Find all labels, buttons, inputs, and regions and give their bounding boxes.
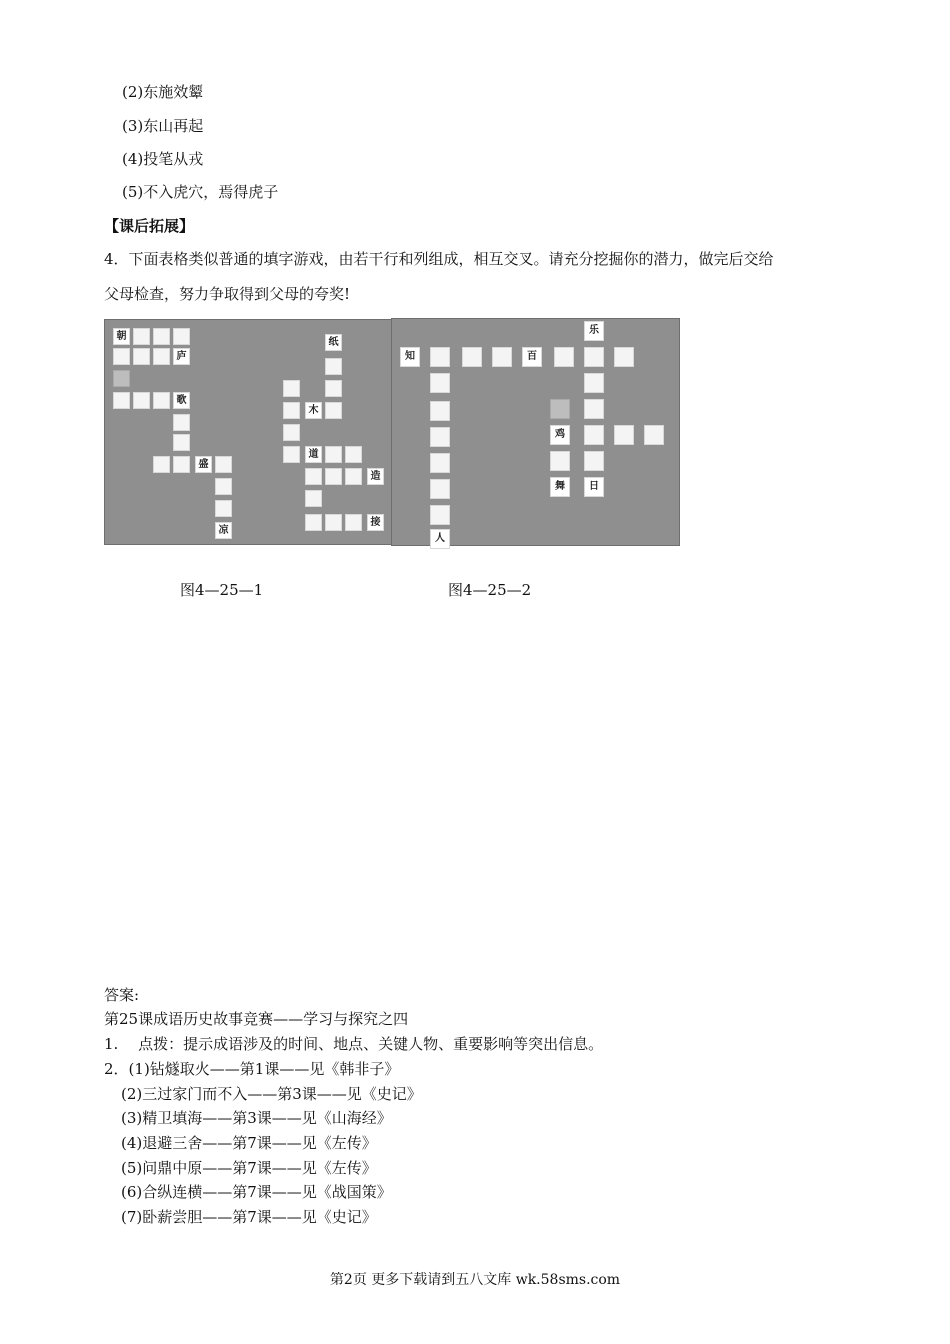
fig1-blank-cell (173, 434, 190, 451)
fig2-clue-cell: 知 (400, 347, 420, 367)
answer-item-2-5: (5)问鼎中原——第7课——见《左传》 (121, 1159, 377, 1177)
fig1-clue-cell: 造 (367, 468, 384, 485)
fig1-clue-cell: 接 (367, 514, 384, 531)
fig1-blank-cell (345, 514, 362, 531)
fig1-blank-cell (305, 514, 322, 531)
fig2-blank-cell (550, 451, 570, 471)
fig1-blank-cell (133, 328, 150, 345)
fig1-blank-cell (153, 348, 170, 365)
fig1-blank-cell (325, 402, 342, 419)
fig1-blank-cell (325, 468, 342, 485)
fig1-blank-cell (113, 370, 130, 387)
fig1-blank-cell (173, 456, 190, 473)
fig1-blank-cell (215, 456, 232, 473)
fig1-clue-cell: 歌 (173, 392, 190, 409)
fig1-blank-cell (215, 500, 232, 517)
fig2-clue-cell: 百 (522, 347, 542, 367)
fig1-clue-cell: 道 (305, 446, 322, 463)
fig1-blank-cell (153, 456, 170, 473)
item-buruhuxue: (5)不入虎穴，焉得虎子 (122, 183, 279, 201)
fig1-clue-cell: 凉 (215, 522, 232, 539)
page-footer: 第2页 更多下载请到五八文库 wk.58sms.com (329, 1272, 621, 1288)
fig1-blank-cell (133, 348, 150, 365)
fig1-blank-cell (113, 348, 130, 365)
fig1-blank-cell (283, 446, 300, 463)
fig1-blank-cell (283, 424, 300, 441)
fig2-blank-cell (430, 427, 450, 447)
fig2-blank-cell (430, 505, 450, 525)
fig2-blank-cell (644, 425, 664, 445)
fig2-blank-cell (430, 373, 450, 393)
fig1-blank-cell (283, 380, 300, 397)
answer-item-2-3: (3)精卫填海——第3课——见《山海经》 (121, 1109, 392, 1127)
fig2-blank-cell (430, 347, 450, 367)
question-4-line2: 父母检查，努力争取得到父母的夸奖! (104, 285, 351, 303)
fig2-clue-cell: 乐 (584, 321, 604, 341)
fig1-blank-cell (345, 446, 362, 463)
fig1-blank-cell (305, 490, 322, 507)
item-dongshixiaopin: (2)东施效颦 (122, 83, 204, 101)
fig2-blank-cell (550, 399, 570, 419)
figure-1-caption: 图4—25—1 (180, 581, 264, 599)
fig2-blank-cell (584, 373, 604, 393)
fig2-clue-cell: 日 (584, 477, 604, 497)
answer-item-2-1: 2．(1)钻燧取火——第1课——见《韩非子》 (104, 1060, 400, 1078)
fig2-blank-cell (462, 347, 482, 367)
answer-item-2-2: (2)三过家门而不入——第3课——见《史记》 (121, 1085, 422, 1103)
fig1-blank-cell (133, 392, 150, 409)
fig1-blank-cell (345, 468, 362, 485)
crossword-figure-2 (391, 318, 680, 546)
fig2-blank-cell (430, 453, 450, 473)
item-toubicongrong: (4)投笔从戎 (122, 150, 204, 168)
fig2-blank-cell (430, 401, 450, 421)
fig1-clue-cell: 木 (305, 402, 322, 419)
item-dongshanzaiqi: (3)东山再起 (122, 117, 204, 135)
fig2-blank-cell (584, 425, 604, 445)
fig1-clue-cell: 庐 (173, 348, 190, 365)
fig2-clue-cell: 鸡 (550, 425, 570, 445)
fig1-clue-cell: 朝 (113, 328, 130, 345)
fig1-blank-cell (153, 392, 170, 409)
answer-item-1: 1. 点拨：提示成语涉及的时间、地点、关键人物、重要影响等突出信息。 (104, 1035, 604, 1053)
fig1-clue-cell: 盛 (195, 456, 212, 473)
fig2-blank-cell (614, 347, 634, 367)
fig1-blank-cell (173, 414, 190, 431)
answer-item-2-7: (7)卧薪尝胆——第7课——见《史记》 (121, 1208, 377, 1226)
answers-heading: 答案: (104, 986, 140, 1004)
fig2-blank-cell (584, 451, 604, 471)
fig2-clue-cell: 人 (430, 529, 450, 549)
section-heading: 【课后拓展】 (104, 217, 195, 235)
fig2-blank-cell (584, 399, 604, 419)
question-4-line1: 4．下面表格类似普通的填字游戏，由若干行和列组成，相互交叉。请充分挖掘你的潜力，做完后交给 (104, 250, 774, 268)
lesson-title: 第25课成语历史故事竞赛——学习与探究之四 (104, 1010, 409, 1028)
answer-item-2-6: (6)合纵连横——第7课——见《战国策》 (121, 1183, 392, 1201)
fig2-blank-cell (614, 425, 634, 445)
crossword-figure-1 (104, 319, 392, 545)
fig1-blank-cell (173, 328, 190, 345)
fig1-blank-cell (153, 328, 170, 345)
fig1-blank-cell (215, 478, 232, 495)
fig2-blank-cell (430, 479, 450, 499)
fig2-clue-cell: 舞 (550, 477, 570, 497)
fig1-blank-cell (113, 392, 130, 409)
fig2-blank-cell (554, 347, 574, 367)
fig1-clue-cell: 纸 (325, 334, 342, 351)
fig1-blank-cell (325, 514, 342, 531)
fig1-blank-cell (283, 402, 300, 419)
fig1-blank-cell (325, 380, 342, 397)
fig2-blank-cell (492, 347, 512, 367)
figure-2-caption: 图4—25—2 (448, 581, 532, 599)
fig2-blank-cell (584, 347, 604, 367)
fig1-blank-cell (325, 446, 342, 463)
fig1-blank-cell (325, 358, 342, 375)
answer-item-2-4: (4)退避三舍——第7课——见《左传》 (121, 1134, 377, 1152)
fig1-blank-cell (305, 468, 322, 485)
